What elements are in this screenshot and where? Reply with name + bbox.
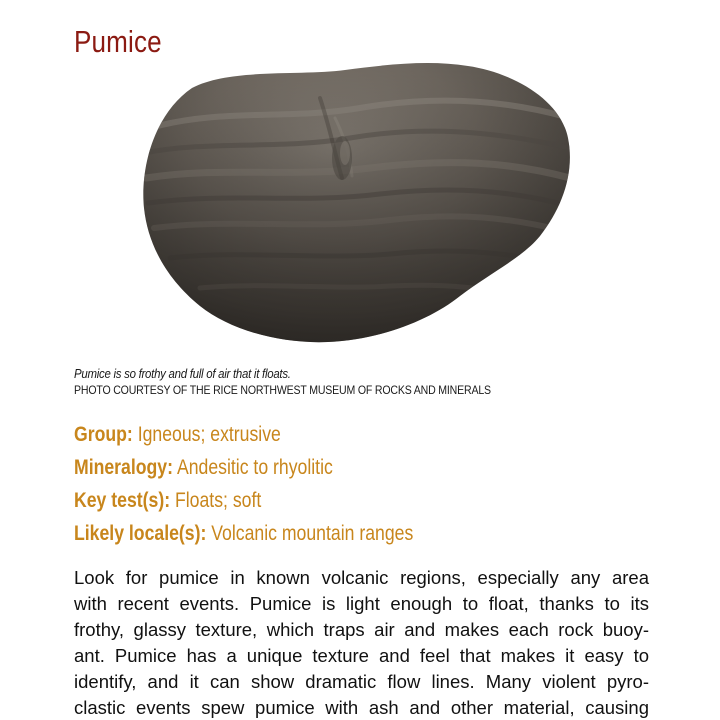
fact-label: Mineralogy: [74, 456, 174, 479]
body-paragraph [74, 565, 649, 720]
fact-label: Key test(s): [74, 489, 171, 512]
body-line: clastic events spew pumice with ash and other material, causing [74, 697, 649, 718]
fact-label: Likely locale(s): [74, 522, 207, 545]
fact-list [74, 418, 634, 550]
photo-caption [74, 365, 634, 398]
fact-value: Igneous; extrusive [137, 423, 281, 446]
pumice-rock-photo [130, 58, 580, 348]
fact-mineralogy [74, 451, 544, 484]
fact-key-tests [74, 484, 544, 517]
fact-group [74, 418, 544, 451]
fact-value: Volcanic mountain ranges [211, 522, 414, 545]
fact-value: Floats; soft [174, 489, 262, 512]
page-title: Pumice [74, 24, 162, 59]
fact-label: Group: [74, 423, 133, 446]
body-line: ant. Pumice has a unique texture and feel that makes it easy to [74, 645, 649, 666]
fact-likely-locales [74, 517, 544, 550]
photo-credit: PHOTO COURTESY OF THE RICE NORTHWEST MUSEUM OF ROCKS AND MINERALS [74, 383, 491, 397]
body-line: with recent events. Pumice is light enough to float, thanks to its [74, 593, 649, 614]
body-line: identify, and it can show dramatic flow lines. Many violent pyro- [74, 671, 649, 692]
body-line: Look for pumice in known volcanic regions, especially any area [74, 567, 649, 588]
body-line: frothy, glassy texture, which traps air and makes each rock buoy- [74, 619, 649, 640]
fact-value: Andesitic to rhyolitic [176, 456, 333, 479]
caption-text: Pumice is so frothy and full of air that it floats. [74, 366, 291, 381]
